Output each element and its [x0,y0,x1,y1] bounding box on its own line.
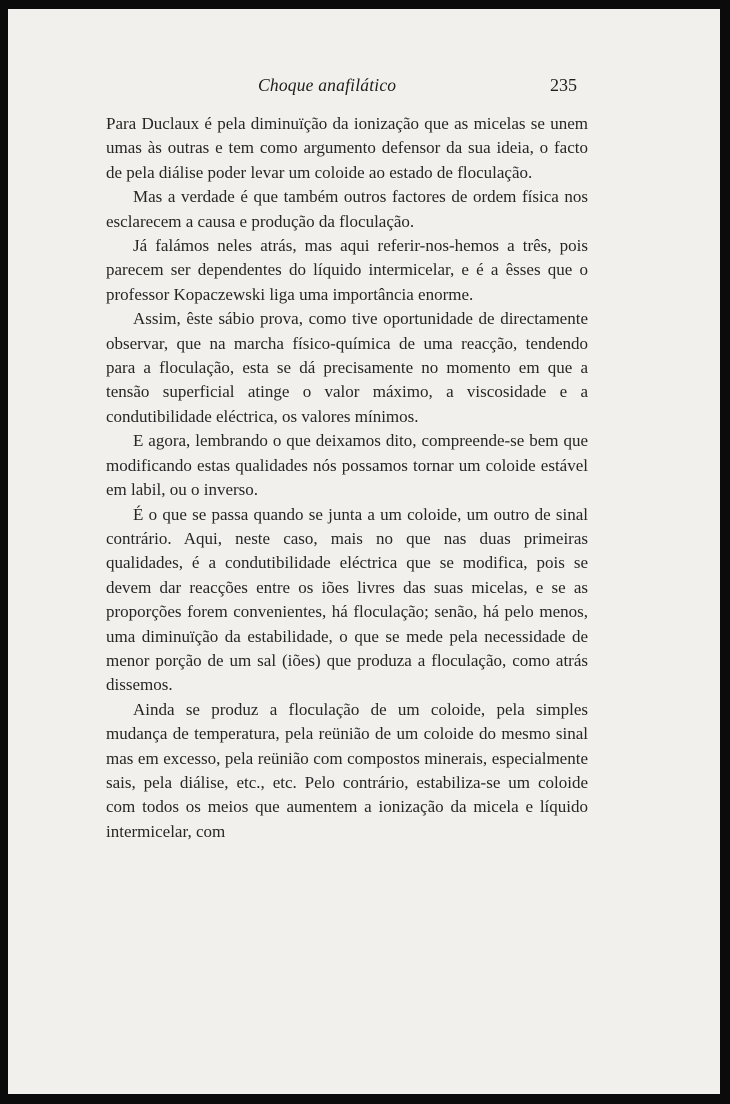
paragraph-5: E agora, lembrando o que deixamos dito, compreende-se bem que modificando estas qualidades nós possamos tornar um coloide estável em labil, ou o inverso. [106,431,588,500]
body-text [106,112,588,844]
page-number: 235 [550,75,577,95]
paragraph-2: Mas a verdade é que também outros factores de ordem física nos esclarecem a causa e produção da floculação. [106,187,588,231]
paragraph-7: Ainda se produz a floculação de um coloide, pela simples mudança de temperatura, pela reünião de um coloide do mesmo sinal mas em excesso, pela reünião com compostos minerais, especialmente sais, pela diálise, etc., etc. Pelo contrário, estabiliza-se um coloide com todos os meios que aumentem a ionização da micela e líquido intermicelar, com [106,699,588,841]
running-title: Choque anafilático [258,75,397,95]
book-page [8,9,720,1094]
paragraph-1: Para Duclaux é pela diminuïção da ionização que as micelas se unem umas às outras e tem como argumento defensor da sua ideia, o facto de pela diálise poder levar um coloide ao estado de floculação. [106,114,588,182]
page-header [8,75,720,103]
paragraph-6: É o que se passa quando se junta a um coloide, um outro de sinal contrário. Aqui, neste caso, mais no que nas duas primeiras qualidades, é a condutibilidade eléctrica que se modifica, pois se devem dar reacções entre os iões livres das suas micelas, e se as proporções forem convenientes, há floculação; senão, há pelo menos, uma diminuïção da estabilidade, o que se mede pela necessidade de menor porção de um sal (iões) que produza a floculação, como atrás dissemos. [106,504,588,695]
paragraph-3: Já falámos neles atrás, mas aqui referir-nos-hemos a três, pois parecem ser dependentes do líquido intermicelar, e é a êsses que o professor Kopaczewski liga uma importância enorme. [106,236,588,304]
paragraph-4: Assim, êste sábio prova, como tive oportunidade de directamente observar, que na marcha físico-química de uma reacção, tendendo para a floculação, esta se dá precisamente no momento em que a tensão superficial atinge o valor máximo, a viscosidade e a condutibilidade eléctrica, os valores mínimos. [106,309,588,426]
